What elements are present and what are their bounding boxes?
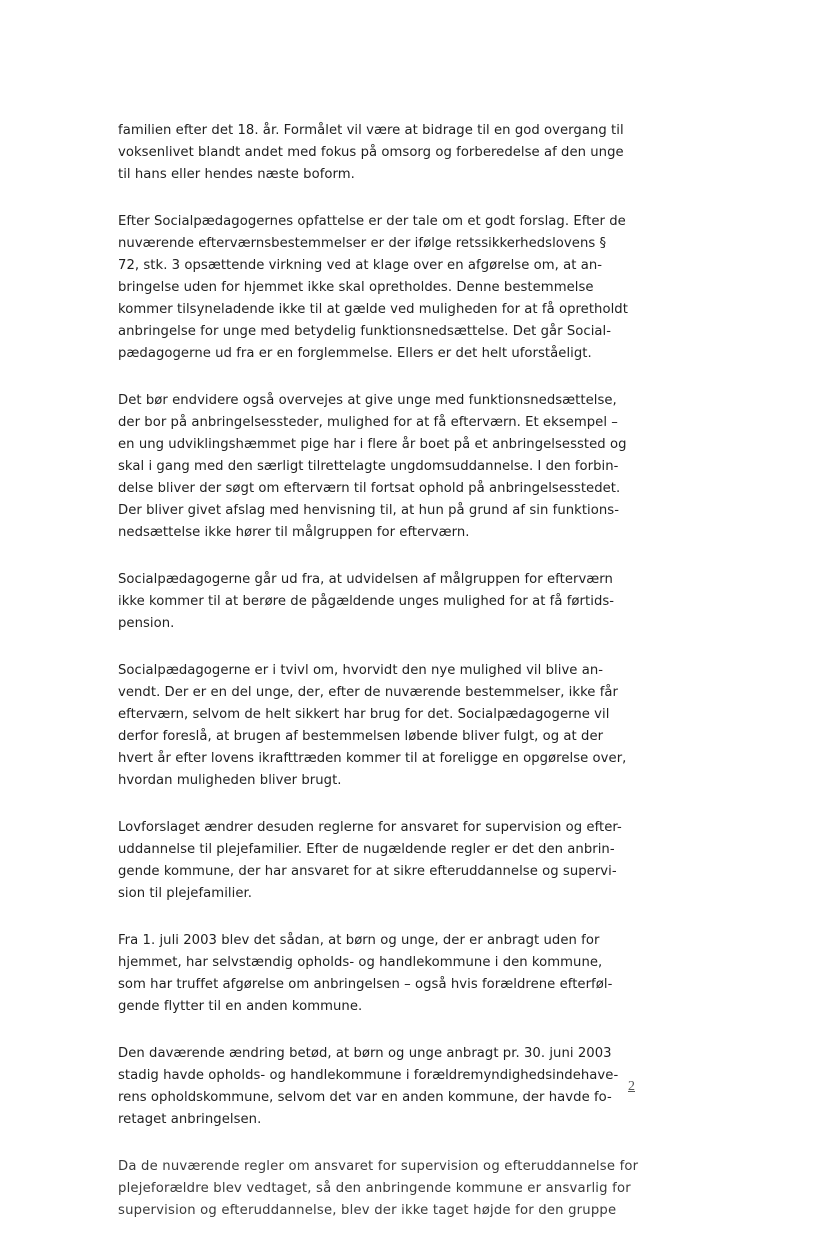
paragraph-1: familien efter det 18. år. Formålet vil være at bidrage til en god overgang til voksenlivet blandt andet med fokus på omsorg og forberedelse af den unge til hans eller hendes næste boform. [118, 123, 624, 182]
paragraph-2: Efter Socialpædagogernes opfattelse er der tale om et godt forslag. Efter de nuværende efterværnsbestemmelser er der ifølge retssikkerhedslovens § 72, stk. 3 opsættende virkning ved at klage over en afgørelse om, at an- bringelse uden for hjemmet ikke skal opretholdes. Denne bestemmelse kommer tilsyneladende ikke til at gælde ved muligheden for at få opretholdt anbringelse for unge med betydelig funktionsnedsættelse. Det går Social- pædagogerne ud fra er en forglemmelse. Ellers er det helt uforståeligt. [118, 214, 628, 361]
document-body [118, 120, 648, 1247]
paragraph-5: Socialpædagogerne er i tvivl om, hvorvidt den nye mulighed vil blive an- vendt. Der er en del unge, der, efter de nuværende bestemmelser, ikke får efterværn, selvom de helt sikkert har brug for det. Socialpædagogerne vil derfor foreslå, at brugen af bestemmelsen løbende bliver fulgt, og at der hvert år efter lovens ikrafttræden kommer til at foreligge en opgørelse over, hvordan muligheden bliver brugt. [118, 663, 627, 788]
paragraph-7: Fra 1. juli 2003 blev det sådan, at børn og unge, der er anbragt uden for hjemmet, har selvstændig opholds- og handlekommune i den kommune, som har truffet afgørelse om anbringelsen – også hvis forældrene efterføl- gende flytter til en anden kommune. [118, 933, 613, 1014]
page-number: 2 [628, 1079, 635, 1094]
paragraph-4: Socialpædagogerne går ud fra, at udvidelsen af målgruppen for efterværn ikke kommer til at berøre de pågældende unges mulighed for at få førtids- pension. [118, 572, 615, 631]
paragraph-8: Den daværende ændring betød, at børn og unge anbragt pr. 30. juni 2003 stadig havde opholds- og handlekommune i forældremyndighedsindehave- rens opholdskommune, selvom det var en anden kommune, der havde fo- retaget anbringelsen. [118, 1046, 619, 1127]
paragraph-9: Da de nuværende regler om ansvaret for supervision og efteruddannelse for plejeforældre blev vedtaget, så den anbringende kommune er ansvarlig for supervision og efteruddannelse, blev der ikke taget højde for den gruppe [118, 1159, 639, 1218]
paragraph-3: Det bør endvidere også overvejes at give unge med funktionsnedsættelse, der bor på anbringelsessteder, mulighed for at få efterværn. Et eksempel – en ung udviklingshæmmet pige har i flere år boet på et anbringelsessted og skal i gang med den særligt tilrettelagte ungdomsuddannelse. I den forbin- delse bliver der søgt om efterværn til fortsat ophold på anbringelsesstedet. Der bliver givet afslag med henvisning til, at hun på grund af sin funktions- nedsættelse ikke hører til målgruppen for efterværn. [118, 393, 627, 540]
paragraph-6: Lovforslaget ændrer desuden reglerne for ansvaret for supervision og efter- uddannelse til plejefamilier. Efter de nugældende regler er det den anbrin- gende kommune, der har ansvaret for at sikre efteruddannelse og supervi- sion til plejefamilier. [118, 820, 622, 901]
